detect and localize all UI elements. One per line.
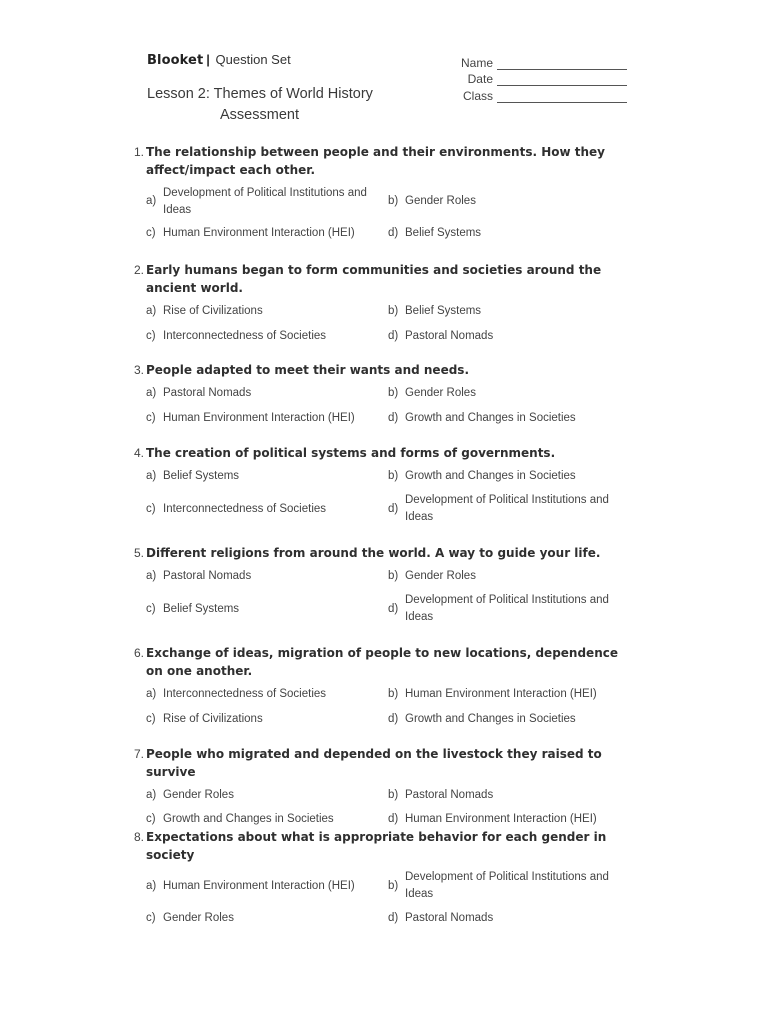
date-blank-line bbox=[497, 75, 627, 86]
option-letter: c) bbox=[146, 911, 156, 924]
question-1 bbox=[130, 143, 620, 247]
option-letter: c) bbox=[146, 412, 156, 424]
student-info-fields bbox=[440, 53, 640, 103]
option-letter: a) bbox=[146, 305, 157, 317]
class-field bbox=[440, 86, 640, 103]
option-text: Human Environment Interaction (HEI) bbox=[405, 812, 597, 825]
option-text: Gender Roles bbox=[405, 195, 476, 207]
option-text: Interconnectedness of Societies bbox=[163, 330, 327, 342]
question-2 bbox=[130, 261, 620, 349]
document-title-line1: Lesson 2: Themes of World History bbox=[147, 86, 373, 102]
option-text: Growth and Changes in Societies bbox=[405, 412, 576, 424]
option-letter: b) bbox=[388, 879, 399, 892]
option-letter: a) bbox=[146, 195, 157, 207]
document-header bbox=[147, 52, 447, 126]
question-number: 3. bbox=[133, 363, 144, 377]
document-title bbox=[147, 84, 407, 126]
option-d bbox=[388, 906, 618, 930]
option-letter: b) bbox=[388, 688, 399, 700]
option-c bbox=[146, 707, 388, 732]
option-c bbox=[146, 489, 388, 529]
option-c bbox=[146, 324, 388, 349]
option-d bbox=[388, 707, 618, 732]
option-c bbox=[146, 406, 388, 431]
option-b bbox=[388, 682, 618, 707]
option-text: Human Environment Interaction (HEI) bbox=[405, 688, 597, 700]
option-d bbox=[388, 589, 618, 629]
option-text: Human Environment Interaction (HEI) bbox=[163, 226, 355, 239]
option-text: Belief Systems bbox=[405, 305, 482, 317]
document-subtitle: Question Set bbox=[215, 52, 291, 67]
option-text: Interconnectedness of Societies bbox=[163, 688, 327, 700]
question-text: The creation of political systems and forms of governments. bbox=[146, 446, 556, 460]
question-5 bbox=[130, 544, 620, 629]
option-letter: b) bbox=[388, 470, 399, 482]
question-number: 6. bbox=[133, 646, 144, 660]
question-number: 2. bbox=[133, 263, 144, 277]
option-b bbox=[388, 299, 618, 324]
option-a bbox=[146, 184, 388, 219]
date-field bbox=[440, 70, 640, 87]
date-label: Date bbox=[467, 72, 493, 86]
option-letter: b) bbox=[388, 570, 399, 582]
question-number: 1. bbox=[133, 145, 144, 159]
option-b bbox=[388, 464, 618, 489]
option-text: Gender Roles bbox=[405, 570, 476, 582]
option-letter: d) bbox=[388, 330, 399, 342]
question-text: People who migrated and depended on the livestock they raised to survive bbox=[146, 747, 602, 779]
name-label: Name bbox=[460, 55, 493, 70]
question-text: Expectations about what is appropriate behavior for each gender in society bbox=[146, 830, 607, 862]
option-letter: b) bbox=[388, 387, 399, 399]
option-text: Pastoral Nomads bbox=[405, 330, 494, 342]
option-text: Development of Political Institutions and Ideas bbox=[405, 594, 609, 623]
question-6 bbox=[130, 644, 620, 732]
option-text: Pastoral Nomads bbox=[163, 570, 252, 582]
option-a bbox=[146, 682, 388, 707]
option-a bbox=[146, 381, 388, 406]
option-a bbox=[146, 464, 388, 489]
question-number: 5. bbox=[133, 546, 144, 560]
option-text: Gender Roles bbox=[163, 788, 234, 801]
option-letter: c) bbox=[146, 713, 156, 725]
option-b bbox=[388, 866, 618, 906]
option-text: Pastoral Nomads bbox=[405, 788, 494, 801]
option-c bbox=[146, 589, 388, 629]
option-a bbox=[146, 564, 388, 589]
option-text: Growth and Changes in Societies bbox=[405, 713, 576, 725]
option-letter: d) bbox=[388, 812, 399, 825]
option-d bbox=[388, 489, 618, 529]
option-a bbox=[146, 783, 388, 807]
option-letter: a) bbox=[146, 788, 157, 801]
option-letter: a) bbox=[146, 879, 157, 892]
option-d bbox=[388, 324, 618, 349]
option-letter: a) bbox=[146, 470, 157, 482]
option-letter: a) bbox=[146, 688, 157, 700]
option-text: Pastoral Nomads bbox=[163, 387, 252, 399]
option-b bbox=[388, 184, 618, 219]
question-number: 7. bbox=[133, 747, 144, 761]
option-letter: c) bbox=[146, 602, 156, 615]
option-letter: d) bbox=[388, 911, 399, 924]
option-c bbox=[146, 906, 388, 930]
brand-separator: | bbox=[206, 52, 210, 67]
option-text: Development of Political Institutions and Ideas bbox=[405, 494, 609, 523]
option-letter: c) bbox=[146, 226, 156, 239]
option-text: Growth and Changes in Societies bbox=[163, 812, 334, 825]
option-text: Belief Systems bbox=[163, 470, 240, 482]
option-text: Belief Systems bbox=[405, 226, 482, 239]
option-letter: b) bbox=[388, 305, 399, 317]
option-b bbox=[388, 381, 618, 406]
option-letter: c) bbox=[146, 330, 156, 342]
name-blank-line bbox=[497, 59, 627, 70]
question-text: The relationship between people and their environments. How they affect/impact each other. bbox=[146, 145, 606, 177]
option-a bbox=[146, 866, 388, 906]
option-c bbox=[146, 219, 388, 247]
question-text: People adapted to meet their wants and needs. bbox=[146, 363, 469, 377]
option-text: Development of Political Institutions and Ideas bbox=[405, 871, 609, 900]
option-letter: c) bbox=[146, 502, 156, 515]
option-letter: d) bbox=[388, 602, 399, 615]
option-letter: a) bbox=[146, 387, 157, 399]
option-text: Pastoral Nomads bbox=[405, 911, 494, 924]
option-letter: d) bbox=[388, 226, 399, 239]
question-text: Exchange of ideas, migration of people to new locations, dependence on one another. bbox=[146, 646, 618, 678]
option-text: Rise of Civilizations bbox=[163, 305, 263, 317]
question-text: Different religions from around the world. A way to guide your life. bbox=[146, 546, 601, 560]
option-text: Gender Roles bbox=[163, 911, 234, 924]
document-title-line2: Assessment bbox=[220, 107, 299, 123]
class-blank-line bbox=[497, 92, 627, 103]
option-letter: a) bbox=[146, 570, 157, 582]
question-text: Early humans began to form communities and societies around the ancient world. bbox=[146, 263, 602, 295]
class-label: Class bbox=[462, 88, 493, 103]
option-text: Gender Roles bbox=[405, 387, 476, 399]
name-field bbox=[440, 53, 640, 70]
option-letter: c) bbox=[146, 812, 156, 825]
option-letter: b) bbox=[388, 195, 399, 207]
option-d bbox=[388, 219, 618, 247]
brand-logo: Blooket bbox=[147, 53, 204, 68]
option-letter: d) bbox=[388, 412, 399, 424]
option-text: Human Environment Interaction (HEI) bbox=[163, 879, 355, 892]
option-text: Belief Systems bbox=[163, 602, 240, 615]
option-text: Development of Political Institutions and Ideas bbox=[163, 186, 367, 216]
option-b bbox=[388, 783, 618, 807]
option-letter: b) bbox=[388, 788, 399, 801]
option-text: Growth and Changes in Societies bbox=[405, 470, 576, 482]
option-letter: d) bbox=[388, 713, 399, 725]
question-3 bbox=[130, 361, 620, 431]
option-a bbox=[146, 299, 388, 324]
question-number: 8. bbox=[133, 830, 144, 844]
question-number: 4. bbox=[133, 446, 144, 460]
question-8 bbox=[130, 828, 620, 930]
question-4 bbox=[130, 444, 620, 529]
brand-line bbox=[147, 52, 447, 69]
question-7 bbox=[130, 745, 620, 831]
option-text: Interconnectedness of Societies bbox=[163, 502, 327, 515]
option-text: Rise of Civilizations bbox=[163, 713, 263, 725]
option-text: Human Environment Interaction (HEI) bbox=[163, 412, 355, 424]
option-b bbox=[388, 564, 618, 589]
option-d bbox=[388, 406, 618, 431]
option-letter: d) bbox=[388, 502, 399, 515]
